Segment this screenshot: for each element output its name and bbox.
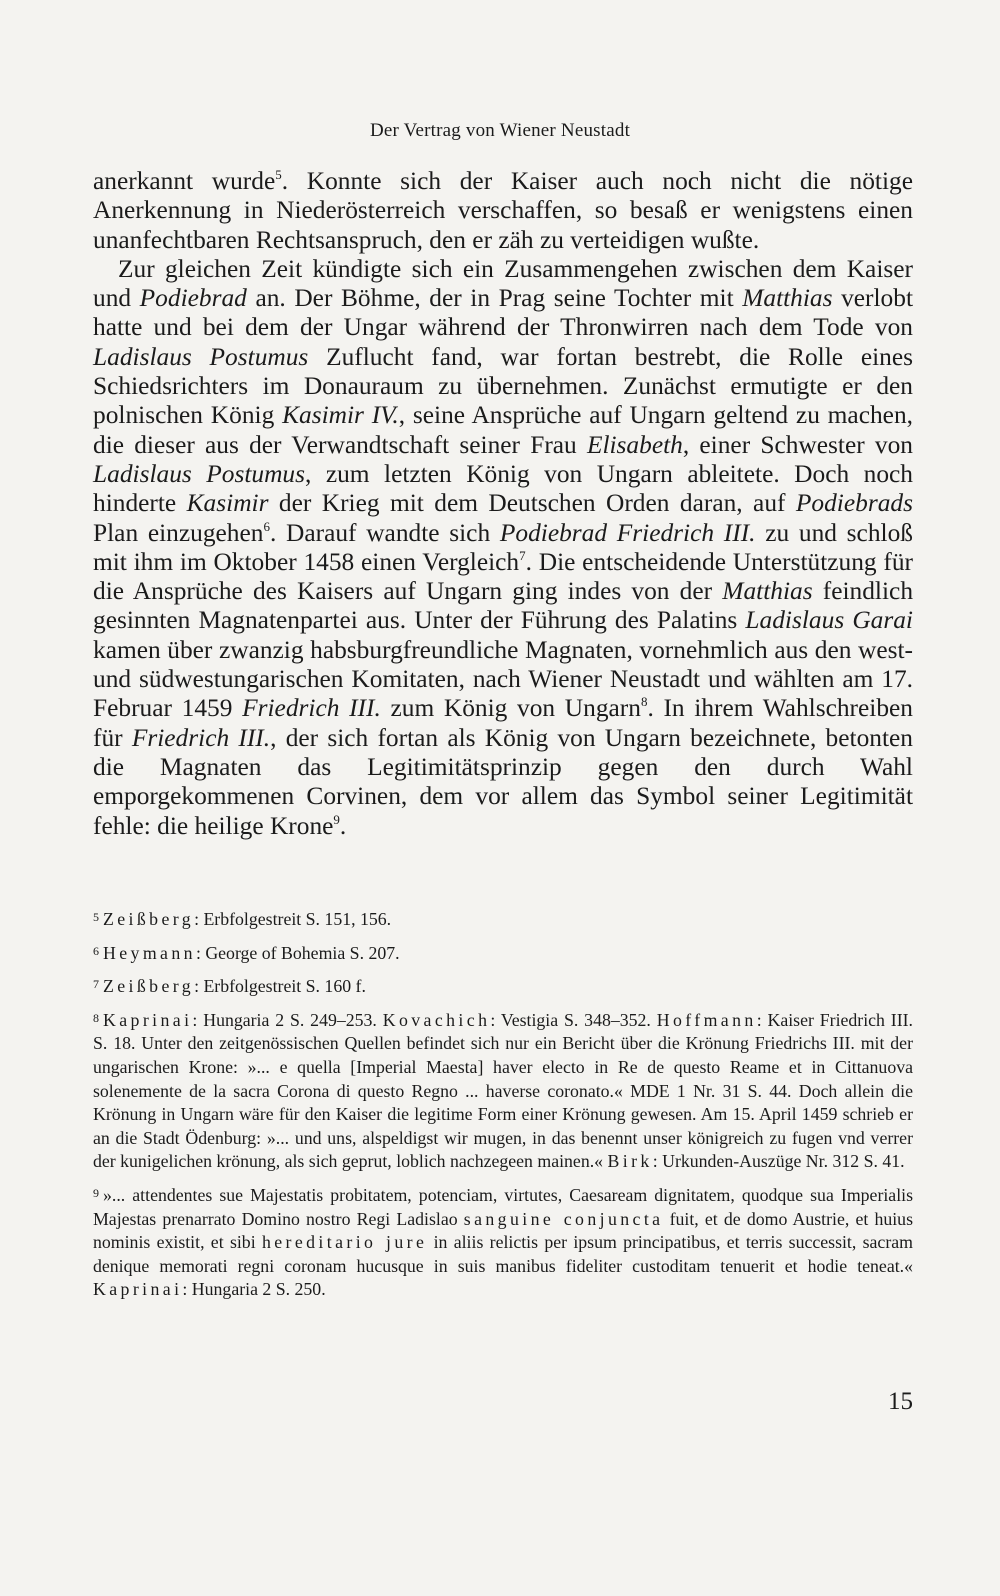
text-run: verlobt hatte und bei dem der Ungar während der Thronwirren nach dem Tode von [93,284,914,342]
italic-run: Podiebrads [795,489,913,518]
italic-run: Matthias [742,284,833,313]
italic-run: Podiebrad [139,284,247,313]
spaced-author-name: sanguine conjuncta [463,1208,664,1229]
footnotes [93,906,913,1310]
footnote-number: 6 [93,943,99,958]
text-run: in aliis relictis per ipsum principatibus, et terris successit, sacram denique memorati regni coronam hucusque in suis manibus fideliter custoditam tenuerit et hodie teneat.« [93,1232,913,1276]
footnote-ref: 8 [640,694,648,710]
text-run: zu und schloß mit ihm im Oktober 1458 einen Vergleich [93,518,913,576]
text-run: der Krieg mit dem Deutschen Orden daran, auf [268,489,796,518]
text-run: . Darauf wandte sich [269,518,500,547]
paragraph-1 [93,167,913,255]
spaced-author-name: Zeißberg [103,909,195,929]
footnote-ref: 7 [519,547,526,563]
text-run: : Vestigia S. 348–352. [490,1009,657,1030]
text-run: »... attendentes sue Majestatis probitatem, potenciam, virtutes, Caesaream dignitatem, quodque sua Imperialis Majestas prenarrato Domino nostro Regi Ladislao [93,1184,913,1229]
footnote-number: 9 [93,1185,99,1200]
text-run: : Hungaria 2 S. 249–253. [192,1009,383,1030]
spaced-author-name: Kaprinai [93,1279,183,1300]
text-run: : George of Bohemia S. 207. [195,942,400,963]
text-run: , seine Ansprüche auf Ungarn geltend zu machen, die dieser aus der Verwandtschaft seiner Frau [93,401,913,459]
text-run: . [339,811,347,840]
footnote-text [103,943,400,963]
running-head: Der Vertrag von Wiener Neustadt [369,120,631,141]
footnote-number: 8 [93,1010,99,1025]
spaced-author-name: Kaprinai [103,1009,193,1030]
italic-run: Matthias [722,577,813,606]
footnote-ref: 5 [275,167,282,182]
footnote-8 [93,1007,913,1174]
spaced-author-name: Zeißberg [103,976,195,997]
text-run: kamen über zwanzig habsburgfreundliche Magnaten, vornehmlich aus den west- und südwestungarischen Komitaten, nach Wiener Neustadt und wählten am 17. Februar 1459 [93,635,913,723]
footnote-text [103,909,391,929]
text-run: : Kaiser Friedrich III. S. 18. Unter den zeitgenössischen Quellen befindet sich nur ein Bericht über die Krönung Friedrichs III. mit der ungarischen Krone: »... e quella [Imperial Maesta] haver electo in Re de questo Reame et in Cittanuova solenemente de la sacra Corona di questo Regno ... haverse coronato.« MDE 1 Nr. 31 S. 44. Doch allein die Krönung in Ungarn wäre für den Kaiser die legitime Form einer Krönung gewesen. Am 15. April 1459 schrieb er an die Stadt Ödenburg: »... und uns, alspeldigst wir mugen, in das benennt unser königreich zu fugen vnd verrer der kunigelichen krönung, als sich geprut, loblich nachzegeen mainen.« [93,1009,913,1172]
italic-run: Podiebrad Friedrich III. [499,518,756,547]
italic-run: Elisabeth [586,430,683,459]
footnote-text [103,976,366,996]
text-run: : Erbfolgestreit S. 160 f. [194,976,366,997]
text-run: feindlich gesinnten Magnatenpartei aus. Unter der Führung des Palatins [93,577,914,635]
spaced-author-name: hereditario jure [261,1232,428,1253]
italic-run: Ladislaus Postumus [93,459,306,488]
text-run: : Urkunden-Auszüge Nr. 312 S. 41. [652,1151,905,1172]
spaced-author-name: Birk [607,1151,653,1172]
text-run: . In ihrem Wahlschreiben für [93,694,913,752]
text-run: zum König von Ungarn [380,694,641,723]
italic-run: Kasimir [186,489,269,518]
text-run: . Die entscheidende Unterstützung für die Ansprüche des Kaisers auf Ungarn ging indes von der [93,547,913,606]
page-number: 15 [888,1388,913,1415]
text-run: , einer Schwester von [682,430,913,459]
footnote-number: 5 [93,910,99,924]
text-run: an. Der Böhme, der in Prag seine Tochter mit [246,284,743,313]
text-run: : Erbfolgestreit S. 151, 156. [194,909,392,929]
italic-run: Kasimir IV. [282,401,399,430]
italic-run: Friedrich III. [242,694,381,723]
footnote-6 [93,940,913,966]
text-run: Zuflucht fand, war fortan bestrebt, die Rolle eines Schiedsrichters im Donauraum zu übernehmen. Zunächst ermutigte er den polnischen König [93,342,913,430]
spaced-author-name: Hoffmann [656,1009,757,1030]
italic-run: Ladislaus Garai [745,606,913,635]
text-run: : Hungaria 2 S. 250. [182,1279,326,1300]
text-run: anerkannt wurde [93,167,276,195]
text-run: Plan einzugehen [93,518,264,547]
footnote-7 [93,973,913,999]
footnote-text [93,1185,913,1299]
italic-run: Friedrich III. [131,723,271,752]
footnote-9 [93,1182,913,1302]
main-text [93,167,913,841]
spaced-author-name: Heymann [103,942,196,963]
text-run: . Konnte sich der Kaiser auch noch nicht die nötige Anerkennung in Niederösterreich verschaffen, so besaß er wenigstens einen unanfechtbaren Rechtsanspruch, den er zäh zu verteidigen wußte. [93,167,913,254]
paragraph-2 [93,255,913,841]
spaced-author-name: Kovachich [382,1009,491,1030]
footnote-number: 7 [93,977,99,992]
text-run: fuit, et de domo Austrie, et huius nominis existit, et sibi [93,1208,913,1253]
footnote-5 [93,906,913,932]
footnote-ref: 9 [333,811,340,827]
footnote-ref: 6 [263,518,270,534]
text-run: Zur gleichen Zeit kündigte sich ein Zusammengehen zwischen dem Kaiser und [93,254,913,313]
footnote-text [93,1010,913,1172]
text-run: , zum letzten König von Ungarn ableitete. Doch noch hinderte [93,459,913,518]
italic-run: Ladislaus Postumus [93,342,309,371]
text-run: , der sich fortan als König von Ungarn bezeichnete, betonten die Magnaten das Legitimitätsprinzip gegen den durch Wahl emporgekommenen Corvinen, dem vor allem das Symbol seiner Legitimität fehle: die heilige Krone [93,723,913,840]
